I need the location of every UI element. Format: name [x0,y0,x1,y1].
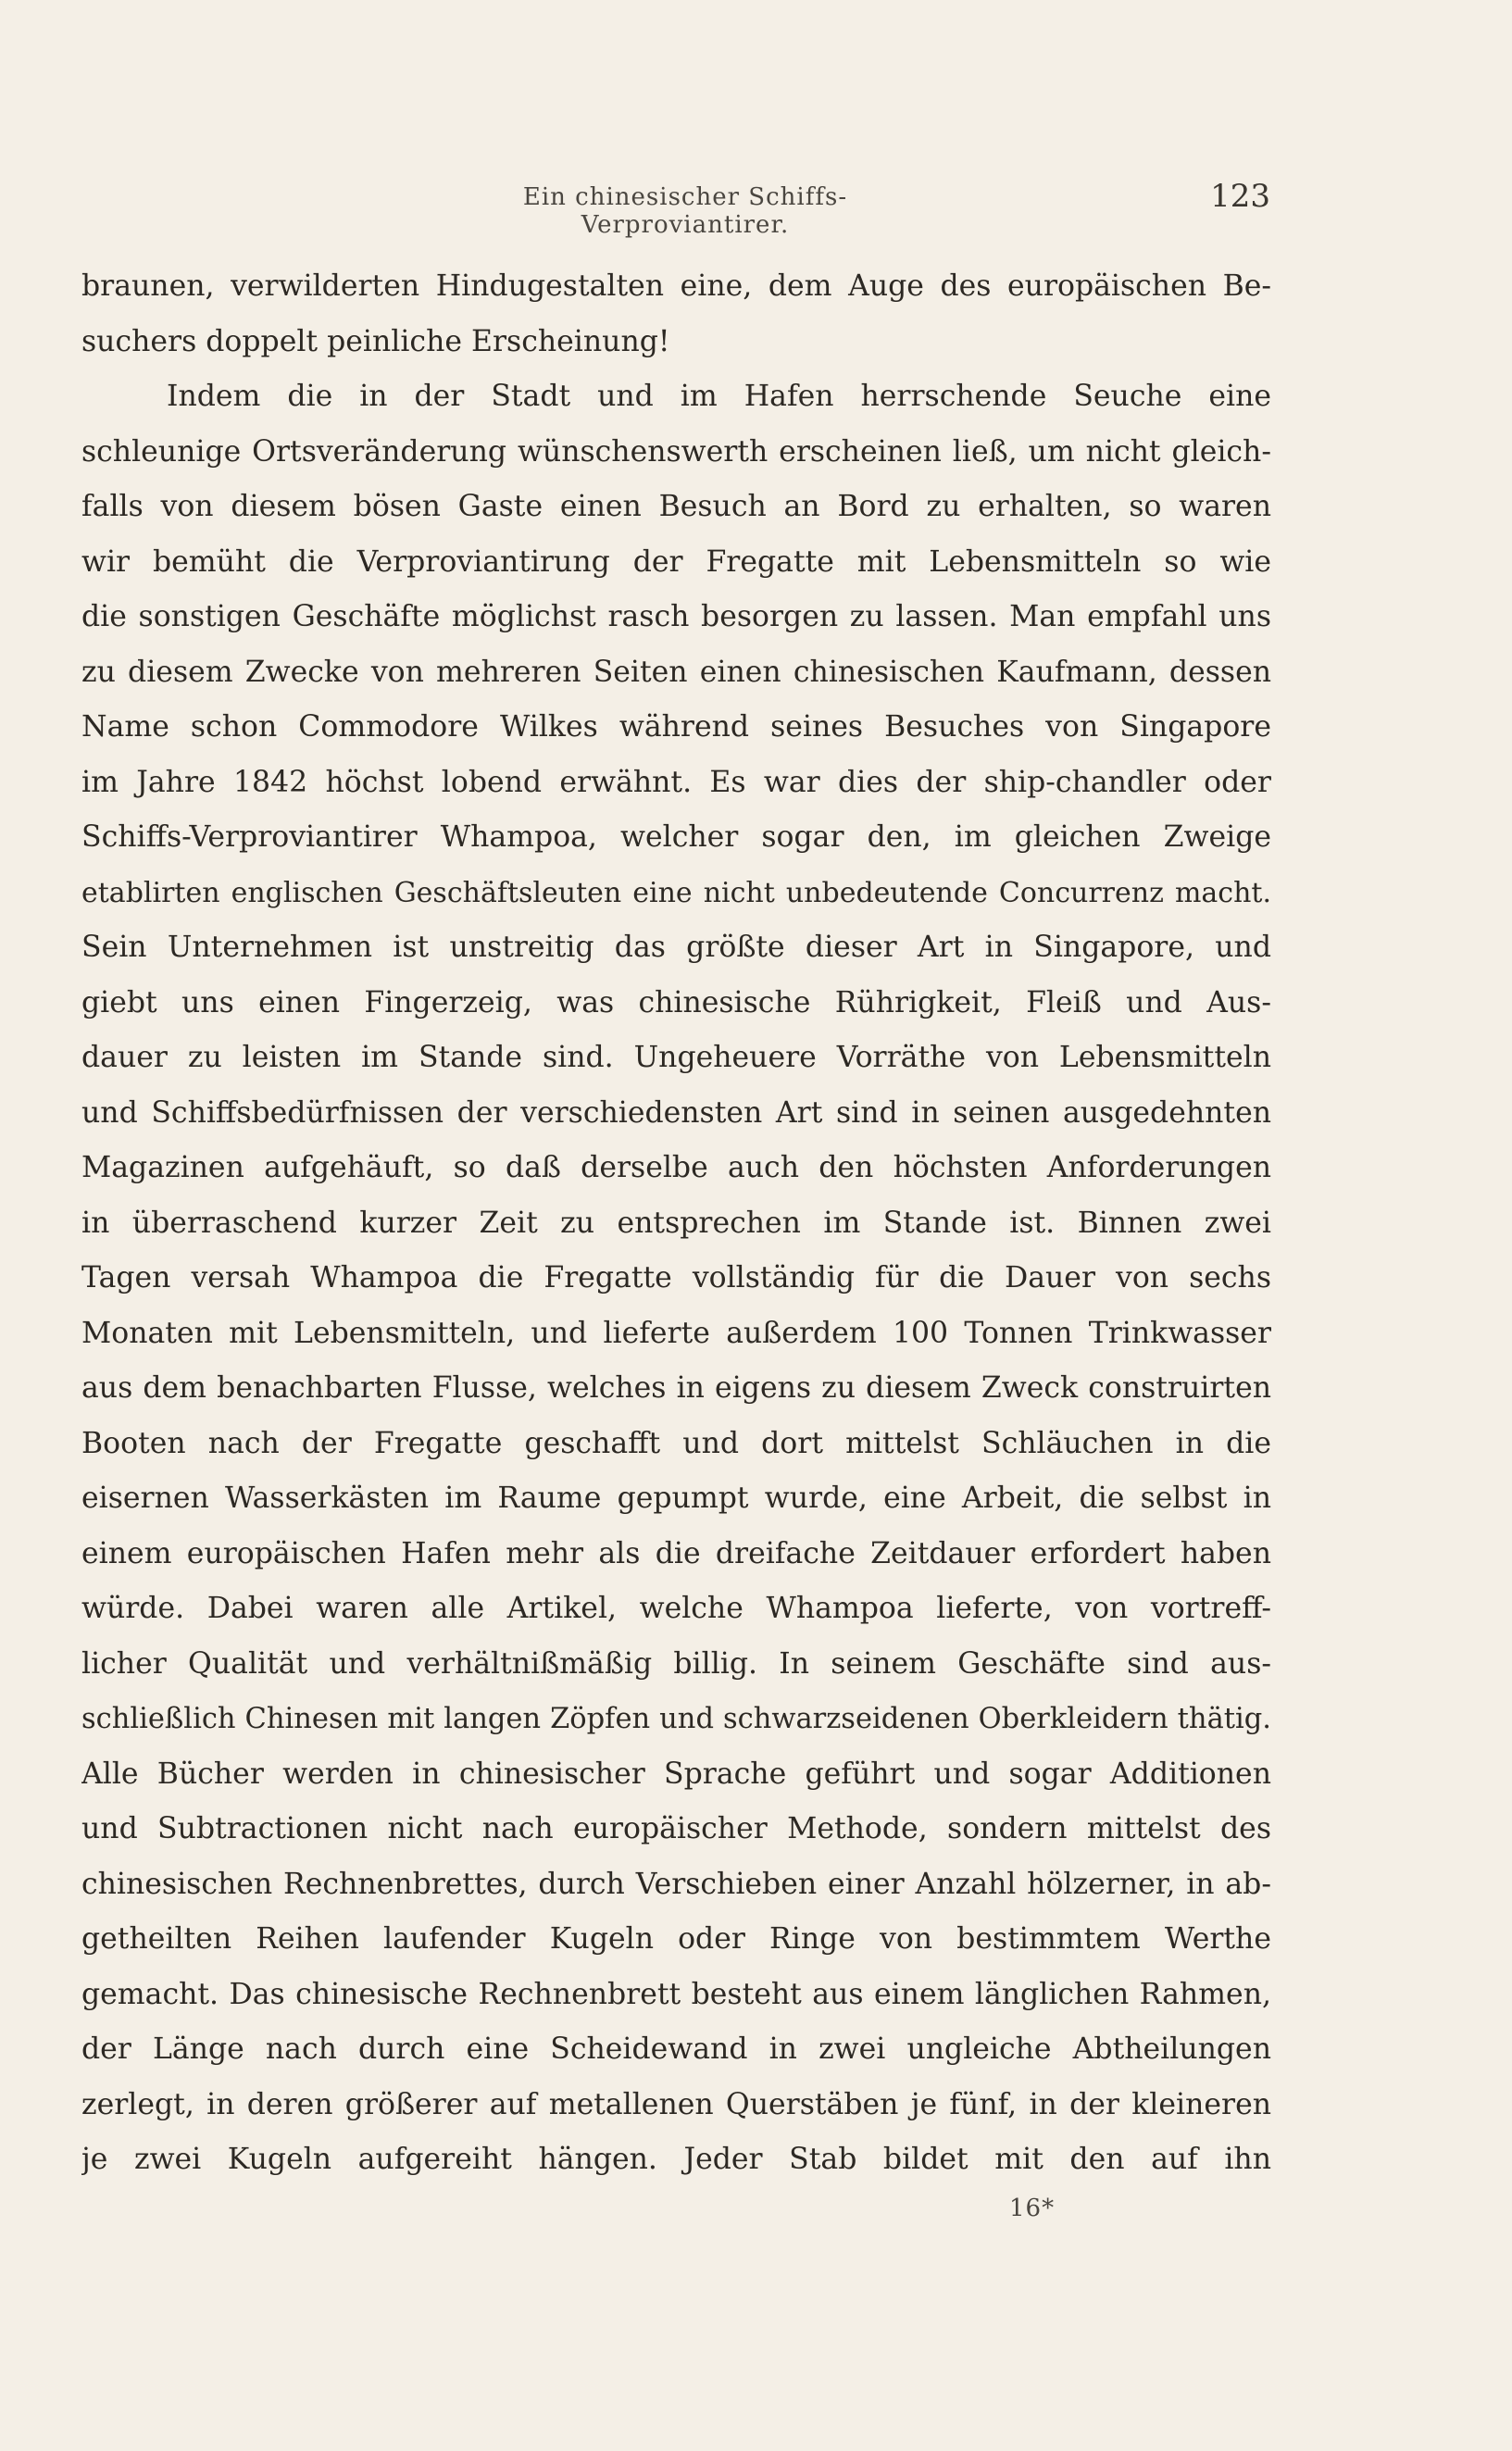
text-line: Alle Bücher werden in chinesischer Sprache geführt und sogar Additionen [81,1757,1271,1791]
text-line: gemacht. Das chinesische Rechnenbrett besteht aus einem länglichen Rahmen, [81,1977,1271,2011]
text-line: chinesischen Rechnenbrettes, durch Verschieben einer Anzahl hölzerner, in ab- [81,1867,1271,1901]
text-line: und Subtractionen nicht nach europäischer Methode, sondern mittelst des [81,1812,1271,1845]
text-line: in überraschend kurzer Zeit zu entsprechen im Stande ist. Binnen zwei [81,1206,1271,1240]
text-line: Monaten mit Lebensmitteln, und lieferte außerdem 100 Tonnen Trinkwasser [81,1316,1271,1350]
text-line: Tagen versah Whampoa die Fregatte vollständig für die Dauer von sechs [81,1261,1271,1294]
text-line: Name schon Commodore Wilkes während seines Besuches von Singapore [81,710,1271,744]
text-line: Sein Unternehmen ist unstreitig das größte dieser Art in Singapore, und [81,931,1271,964]
text-line: braunen, verwilderten Hindugestalten eine, dem Auge des europäischen Be- [81,269,1271,303]
text-line: schließlich Chinesen mit langen Zöpfen und schwarzseidenen Oberkleidern thätig. [81,1703,1271,1735]
text-line: schleunige Ortsveränderung wünschenswerth erscheinen ließ, um nicht gleich- [81,434,1271,469]
text-line: licher Qualität und verhältnißmäßig billig. In seinem Geschäfte sind aus- [81,1646,1271,1681]
text-line: im Jahre 1842 höchst lobend erwähnt. Es war dies der ship-chandler oder [81,765,1271,799]
text-line: wir bemüht die Verproviantirung der Fregatte mit Lebensmitteln so wie [81,544,1271,579]
text-line: getheilten Reihen laufender Kugeln oder Ringe von bestimmtem Werthe [81,1922,1271,1956]
text-line: zu diesem Zwecke von mehreren Seiten einen chinesischen Kaufmann, dessen [81,655,1271,689]
body-text [81,259,1271,2188]
text-line: Booten nach der Fregatte geschafft und dort mittelst Schläuchen in die [81,1426,1271,1460]
text-line: Schiffs-Verproviantirer Whampoa, welcher sogar den, im gleichen Zweige [81,820,1271,854]
page-number: 123 [1210,178,1270,215]
text-line: suchers doppelt peinliche Erscheinung! [81,324,670,358]
text-line: würde. Dabei waren alle Artikel, welche Whampoa lieferte, von vortreff- [81,1592,1271,1625]
text-line: und Schiffsbedürfnissen der verschiedensten Art sind in seinen ausgedehnten [81,1095,1271,1130]
running-title: Ein chinesischer Schiffs-Verproviantirer. [522,183,848,239]
text-line: Magazinen aufgehäuft, so daß derselbe auch den höchsten Anforderungen [81,1151,1271,1184]
text-line: aus dem benachbarten Flusse, welches in eigens zu diesem Zweck construirten [81,1371,1271,1405]
text-line: die sonstigen Geschäfte möglichst rasch besorgen zu lassen. Man empfahl uns [81,600,1271,633]
text-line: zerlegt, in deren größerer auf metallenen Querstäben je fünf, in der kleineren [81,2087,1271,2121]
signature-mark: 16* [1009,2195,1056,2222]
text-line: einem europäischen Hafen mehr als die dreifache Zeitdauer erfordert haben [81,1536,1271,1570]
text-line: giebt uns einen Fingerzeig, was chinesische Rührigkeit, Fleiß und Aus- [81,985,1271,1019]
text-line: dauer zu leisten im Stande sind. Ungeheuere Vorräthe von Lebensmitteln [81,1041,1271,1074]
text-line: eisernen Wasserkästen im Raume gepumpt wurde, eine Arbeit, die selbst in [81,1482,1271,1515]
text-line: falls von diesem bösen Gaste einen Besuch an Bord zu erhalten, so waren [81,490,1271,523]
text-line: etablirten englischen Geschäftsleuten eine nicht unbedeutende Concurrenz macht. [81,876,1271,909]
text-line: Indem die in der Stadt und im Hafen herrschende Seuche eine [167,380,1271,413]
text-line: je zwei Kugeln aufgereiht hängen. Jeder Stab bildet mit den auf ihn [81,2143,1271,2176]
text-line: der Länge nach durch eine Scheidewand in zwei ungleiche Abtheilungen [81,2032,1271,2066]
